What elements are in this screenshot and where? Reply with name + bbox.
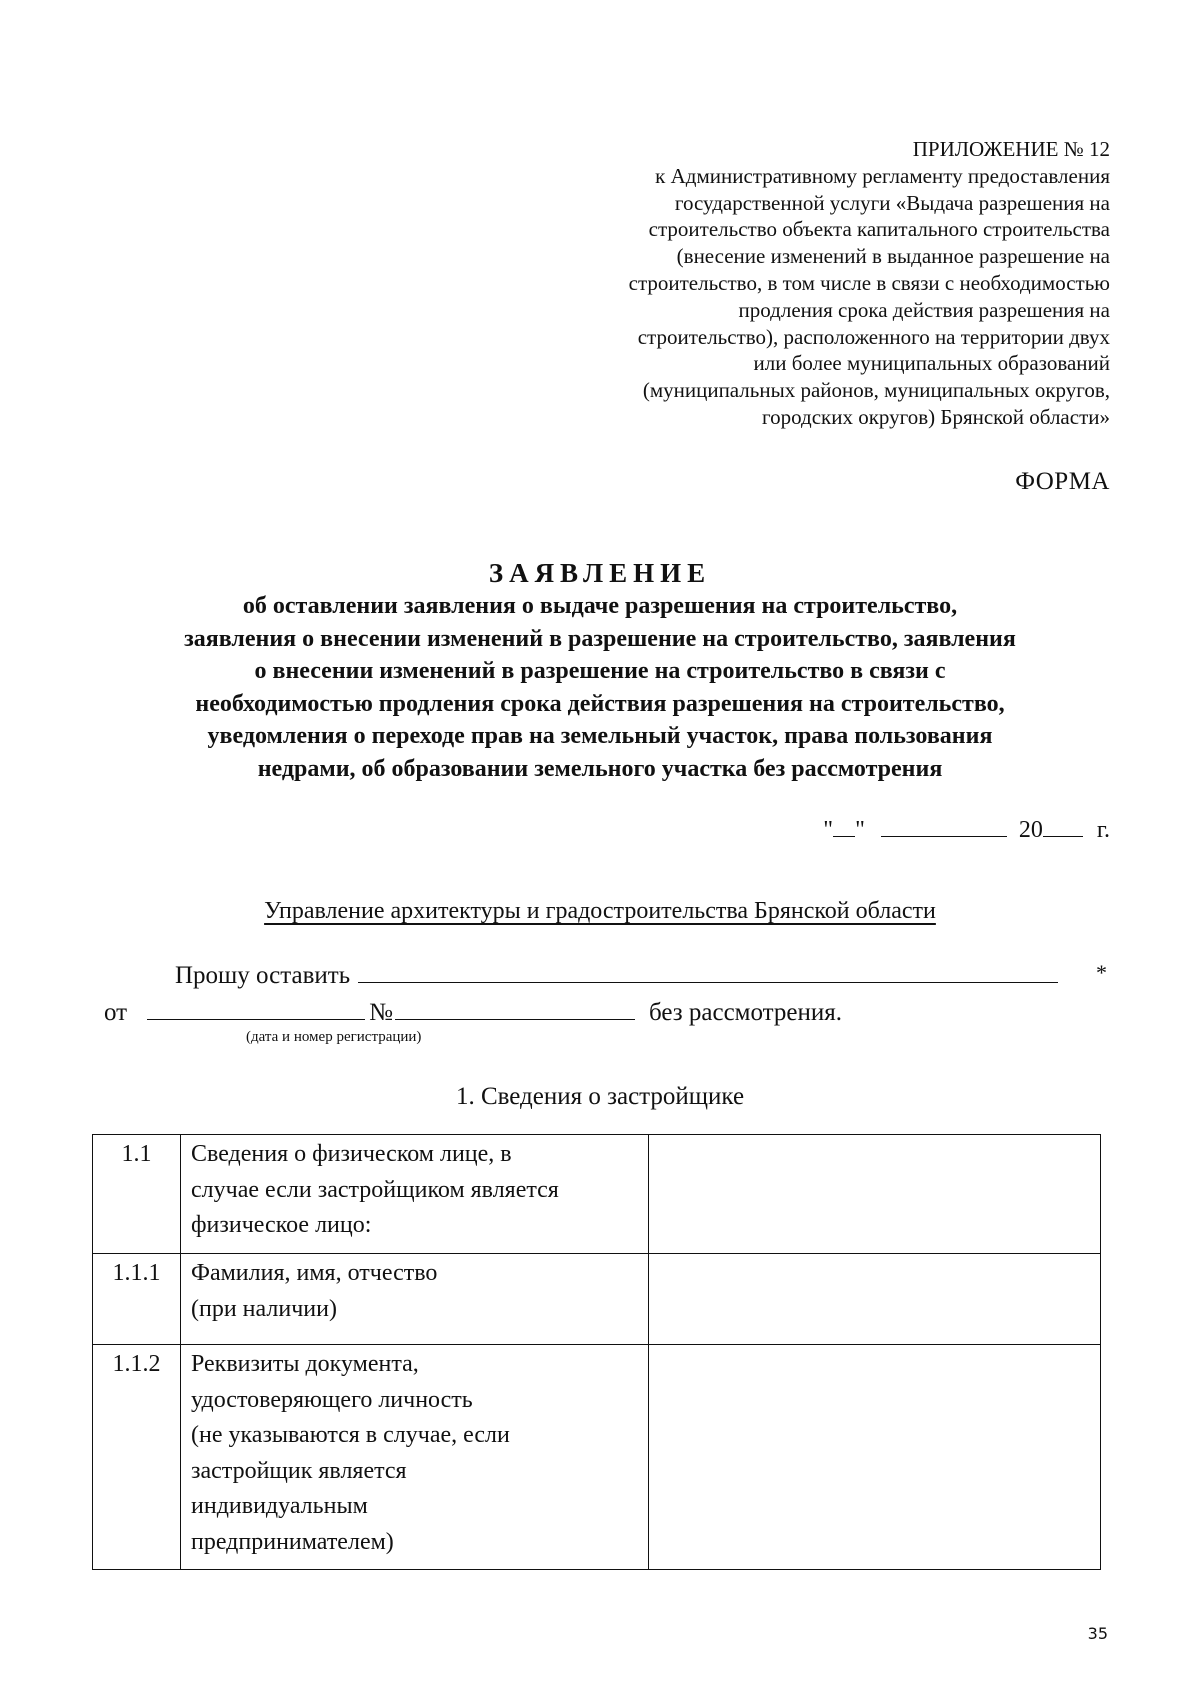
subtitle-line: о внесении изменений в разрешение на строительство в связи с bbox=[254, 658, 946, 684]
row-value-field[interactable] bbox=[649, 1135, 1101, 1254]
appendix-line: к Административному регламенту предоставления bbox=[655, 163, 1110, 188]
row-label-line: Сведения о физическом лице, в bbox=[191, 1141, 512, 1167]
subtitle-line: заявления о внесении изменений в разрешение на строительство, заявления bbox=[184, 625, 1016, 652]
table-row bbox=[93, 1254, 1101, 1345]
table-row bbox=[93, 1135, 1101, 1254]
row-label-line: Фамилия, имя, отчество bbox=[191, 1260, 438, 1286]
appendix-line: городских округов) Брянской области» bbox=[762, 404, 1110, 429]
number-sign: № bbox=[369, 999, 393, 1026]
form-label: ФОРМА bbox=[1015, 468, 1110, 495]
row-number: 1.1 bbox=[93, 1135, 181, 1254]
request-asterisk: * bbox=[1096, 960, 1107, 985]
document-title: ЗАЯВЛЕНИЕ bbox=[488, 558, 712, 588]
subtitle-line: необходимостью продления срока действия разрешения на строительство, bbox=[195, 690, 1005, 717]
year-suffix: г. bbox=[1096, 817, 1110, 843]
request-prefix: Прошу оставить bbox=[175, 962, 351, 989]
date-quote-open: " bbox=[823, 817, 834, 843]
row-label-line: Реквизиты документа, bbox=[191, 1351, 419, 1377]
appendix-header bbox=[629, 136, 1110, 431]
registration-date-field[interactable] bbox=[147, 997, 365, 1020]
appendix-line: или более муниципальных образований bbox=[753, 351, 1110, 376]
row-label bbox=[181, 1345, 649, 1570]
page-number: 35 bbox=[1087, 1624, 1108, 1643]
appendix-line: продления срока действия разрешения на bbox=[738, 297, 1110, 322]
row-label bbox=[181, 1135, 649, 1254]
subtitle-line: об оставлении заявления о выдаче разрешения на строительство, bbox=[242, 593, 958, 619]
appendix-line: строительство, в том числе в связи с необходимостью bbox=[628, 270, 1110, 295]
month-field[interactable] bbox=[881, 812, 1007, 837]
document-subtitle bbox=[90, 590, 1110, 785]
row-label-line: (при наличии) bbox=[191, 1295, 337, 1322]
table-row bbox=[93, 1345, 1101, 1570]
row-label bbox=[181, 1254, 649, 1345]
appendix-line: строительство объекта капитального строительства bbox=[648, 217, 1110, 242]
row-value-field[interactable] bbox=[649, 1254, 1101, 1345]
appendix-line: (внесение изменений в выданное разрешение на bbox=[676, 244, 1110, 269]
appendix-line: строительство), расположенного на территории двух bbox=[637, 324, 1110, 349]
date-quote-close: " bbox=[855, 817, 865, 843]
request-line bbox=[175, 960, 1107, 990]
from-label: от bbox=[104, 999, 128, 1026]
authority-name bbox=[0, 898, 1200, 925]
appendix-line: государственной услуги «Выдача разрешения на bbox=[674, 190, 1110, 215]
row-value-field[interactable] bbox=[649, 1345, 1101, 1570]
section-title: 1. Сведения о застройщике bbox=[455, 1083, 745, 1110]
request-subject-field[interactable] bbox=[358, 960, 1058, 983]
row-label-line: застройщик является bbox=[191, 1457, 407, 1484]
row-label-line: (не указываются в случае, если bbox=[191, 1422, 510, 1448]
subtitle-line: уведомления о переходе прав на земельный участок, права пользования bbox=[207, 723, 993, 749]
row-number: 1.1.2 bbox=[93, 1345, 181, 1570]
row-label-line: удостоверяющего личность bbox=[191, 1386, 473, 1413]
registration-line bbox=[104, 997, 842, 1027]
registration-number-field[interactable] bbox=[395, 997, 635, 1020]
row-label-line: физическое лицо: bbox=[191, 1212, 372, 1238]
row-label-line: случае если застройщиком является bbox=[191, 1176, 559, 1203]
document-title-block bbox=[90, 556, 1110, 785]
year-prefix: 20 bbox=[1018, 817, 1043, 843]
appendix-line: ПРИЛОЖЕНИЕ № 12 bbox=[912, 137, 1110, 161]
subtitle-line: недрами, об образовании земельного участка без рассмотрения bbox=[257, 755, 943, 782]
year-field[interactable] bbox=[1043, 812, 1083, 837]
without-review-label: без рассмотрения. bbox=[648, 999, 842, 1026]
row-number: 1.1.1 bbox=[93, 1254, 181, 1345]
row-label-line: предпринимателем) bbox=[191, 1528, 394, 1555]
developer-info-table bbox=[92, 1134, 1101, 1570]
authority-name-text: Управление архитектуры и градостроительства Брянской области bbox=[264, 898, 936, 924]
registration-hint: (дата и номер регистрации) bbox=[246, 1029, 422, 1045]
row-label-line: индивидуальным bbox=[191, 1493, 368, 1519]
date-line bbox=[823, 812, 1110, 844]
day-field[interactable] bbox=[833, 812, 855, 837]
appendix-line: (муниципальных районов, муниципальных округов, bbox=[642, 378, 1110, 403]
